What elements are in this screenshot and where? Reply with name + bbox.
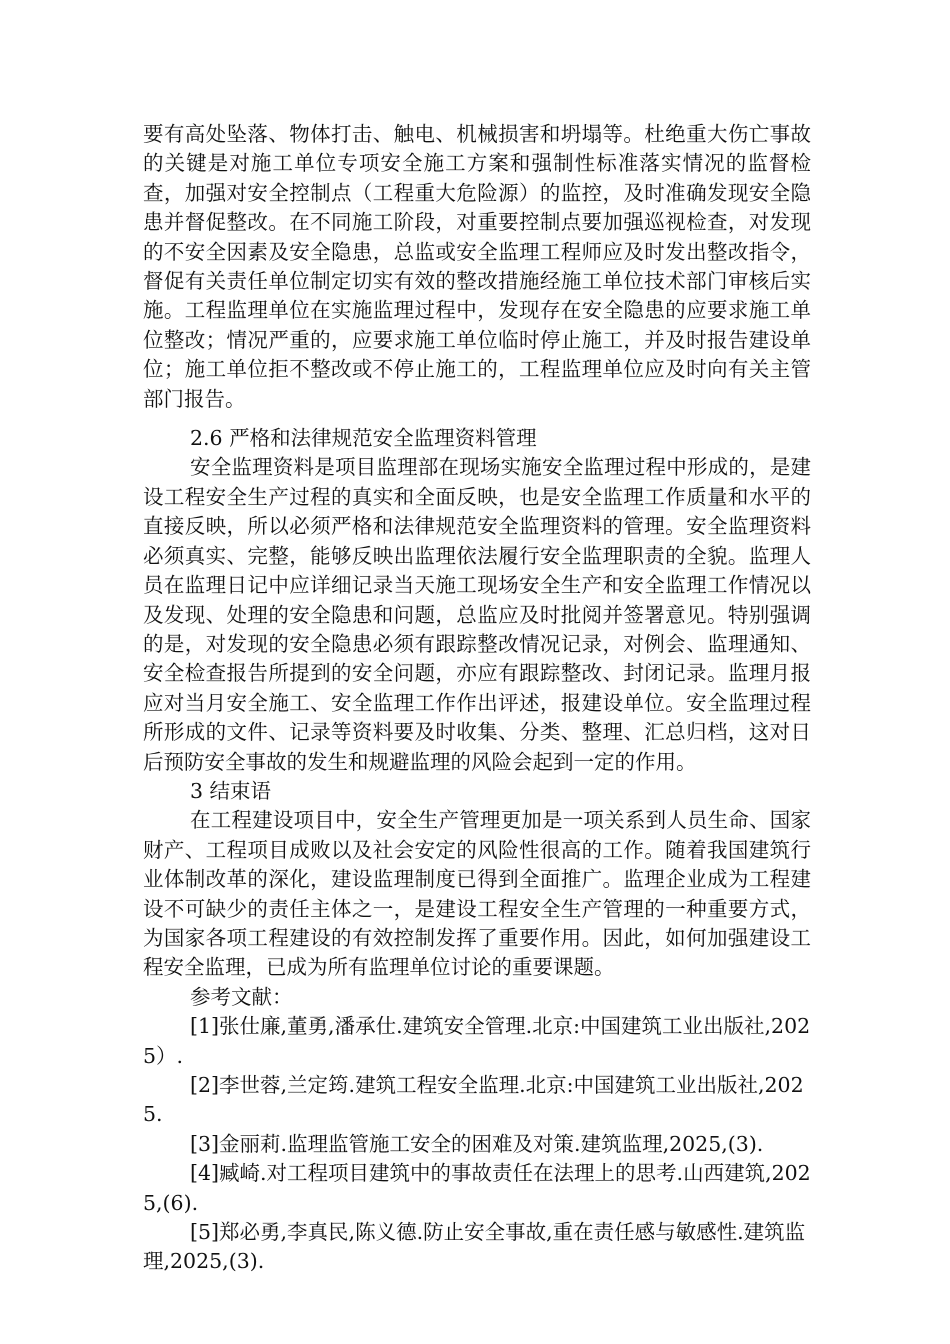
references-heading: 参考文献： bbox=[190, 984, 293, 1009]
document-page bbox=[143, 120, 811, 1277]
body-paragraph: 安全监理资料是项目监理部在现场实施安全监理过程中形成的，是建设工程安全生产过程的真实和全面反映，也是安全监理工作质量和水平的直接反映，所以必须严格和法律规范安全监理资料的管理。安全监理资料必须真实、完整，能够反映出监理依法履行安全监理职责的全貌。监理人员在监理日记中应详细记录当天施工现场安全生产和安全监理工作情况以及发现、处理的安全隐患和问题，总监应及时批阅并签署意见。特别强调的是，对发现的安全隐患必须有跟踪整改情况记录，对例会、监理通知、安全检查报告所提到的安全问题，亦应有跟踪整改、封闭记录。监理月报应对当月安全施工、安全监理工作作出评述，报建设单位。安全监理过程所形成的文件、记录等资料要及时收集、分类、整理、汇总归档，这对日后预防安全事故的发生和规避监理的风险会起到一定的作用。 bbox=[143, 455, 811, 774]
section-heading-2-6: 2.6 严格和法律规范安全监理资料管理 bbox=[190, 426, 537, 451]
section-heading-3: 3 结束语 bbox=[190, 778, 272, 803]
body-paragraph: 在工程建设项目中，安全生产管理更加是一项关系到人员生命、国家财产、工程项目成败以及社会安定的风险性很高的工作。随着我国建筑行业体制改革的深化，建设监理制度已得到全面推广。监理企业成为工程建设不可缺少的责任主体之一，是建设工程安全生产管理的一种重要方式，为国家各项工程建设的有效控制发挥了重要作用。因此，如何加强建设工程安全监理，已成为所有监理单位讨论的重要课题。 bbox=[143, 808, 811, 980]
reference-item: [5]郑必勇,李真民,陈义德.防止安全事故,重在责任感与敏感性.建筑监理,2025,(3). bbox=[143, 1220, 806, 1274]
section-spacer bbox=[143, 414, 811, 424]
body-paragraph: 要有高处坠落、物体打击、触电、机械损害和坍塌等。杜绝重大伤亡事故的关键是对施工单位专项安全施工方案和强制性标准落实情况的监督检查，加强对安全控制点（工程重大危险源）的监控，及时准确发现安全隐患并督促整改。在不同施工阶段，对重要控制点要加强巡视检查，对发现的不安全因素及安全隐患，总监或安全监理工程师应及时发出整改指令，督促有关责任单位制定切实有效的整改措施经施工单位技术部门审核后实施。工程监理单位在实施监理过程中，发现存在安全隐患的应要求施工单位整改；情况严重的，应要求施工单位临时停止施工，并及时报告建设单位；施工单位拒不整改或不停止施工的，工程监理单位应及时向有关主管部门报告。 bbox=[143, 122, 811, 411]
reference-item: [3]金丽莉.监理监管施工安全的困难及对策.建筑监理,2025,(3). bbox=[190, 1131, 764, 1156]
reference-item: [4]臧崎.对工程项目建筑中的事故责任在法理上的思考.山西建筑,2025,(6). bbox=[143, 1161, 811, 1215]
reference-item: [2]李世蓉,兰定筠.建筑工程安全监理.北京:中国建筑工业出版社,2025. bbox=[143, 1073, 804, 1127]
reference-item: [1]张仕廉,董勇,潘承仕.建筑安全管理.北京:中国建筑工业出版社,2025）. bbox=[143, 1014, 811, 1068]
